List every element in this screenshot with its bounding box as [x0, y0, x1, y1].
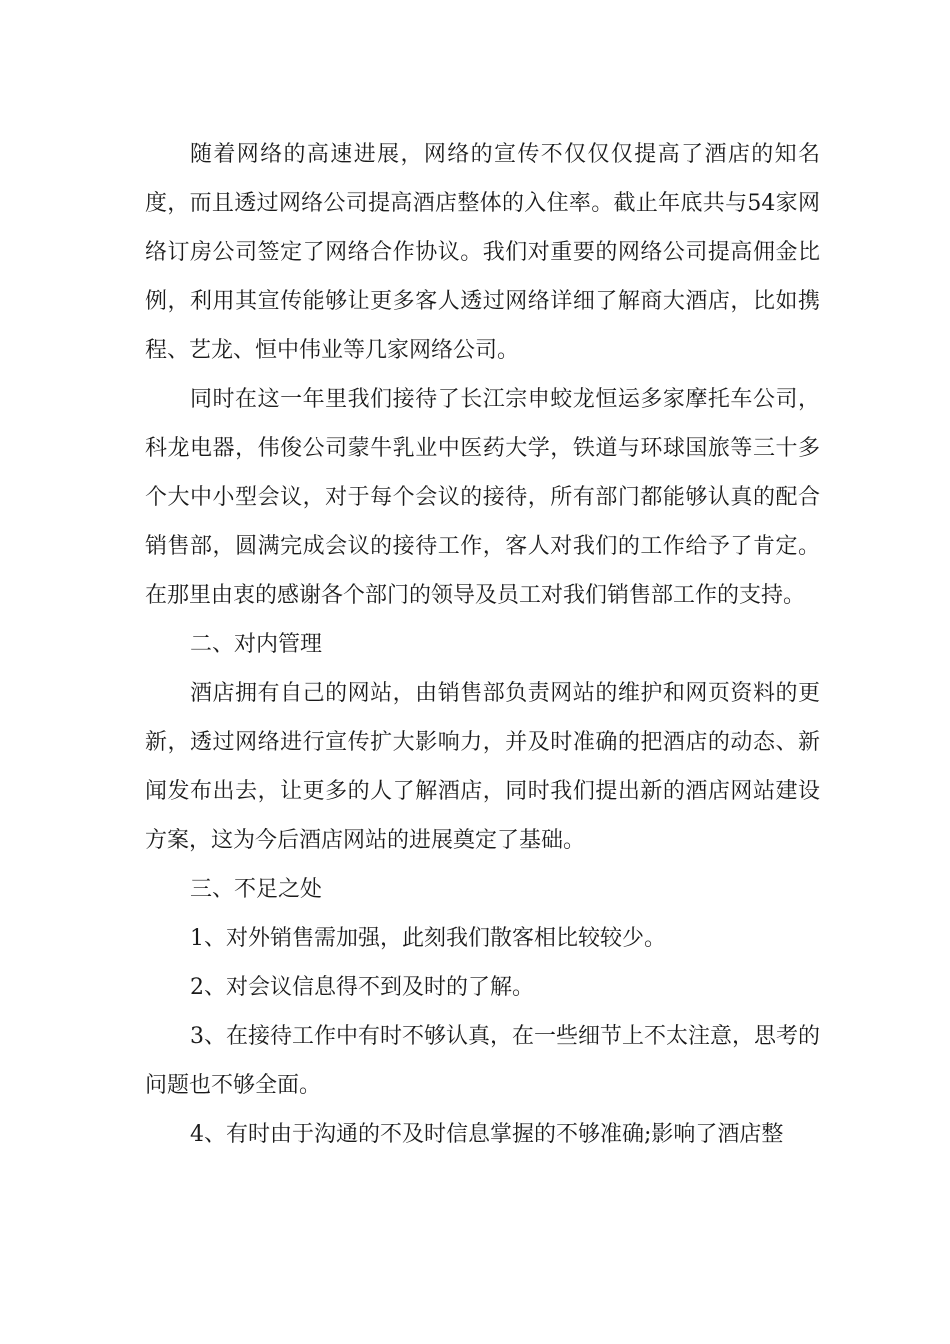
list-item-shortcoming-1: 1、对外销售需加强，此刻我们散客相比较较少。	[190, 926, 666, 951]
list-item-shortcoming-2: 2、对会议信息得不到及时的了解。	[190, 975, 534, 1000]
paragraph-conference-reception: 同时在这一年里我们接待了长江宗申蛟龙恒运多家摩托车公司，科龙电器，伟俊公司蒙牛乳业中医药大学，铁道与环球国旅等三十多个大中小型会议，对于每个会议的接待，所有部门都能够认真的配合销售部，圆满完成会议的接待工作，客人对我们的工作给予了肯定。在那里由衷的感谢各个部门的领导及员工对我们销售部工作的支持。	[145, 387, 820, 608]
section-heading-shortcomings: 三、不足之处	[190, 877, 323, 902]
section-heading-internal-management: 二、对内管理	[190, 632, 323, 657]
paragraph-website-management: 酒店拥有自己的网站，由销售部负责网站的维护和网页资料的更新，透过网络进行宣传扩大影响力，并及时准确的把酒店的动态、新闻发布出去，让更多的人了解酒店，同时我们提出新的酒店网站建设方案，这为今后酒店网站的进展奠定了基础。	[145, 681, 820, 853]
list-item-shortcoming-3: 3、在接待工作中有时不够认真，在一些细节上不太注意，思考的问题也不够全面。	[145, 1024, 820, 1098]
paragraph-online-promotion: 随着网络的高速进展，网络的宣传不仅仅仅提高了酒店的知名度，而且透过网络公司提高酒店整体的入住率。截止年底共与54家网络订房公司签定了网络合作协议。我们对重要的网络公司提高佣金比例，利用其宣传能够让更多客人透过网络详细了解商大酒店，比如携程、艺龙、恒中伟业等几家网络公司。	[145, 142, 820, 363]
document-body	[145, 130, 820, 1159]
list-item-shortcoming-4: 4、有时由于沟通的不及时信息掌握的不够准确;影响了酒店整	[190, 1122, 784, 1147]
